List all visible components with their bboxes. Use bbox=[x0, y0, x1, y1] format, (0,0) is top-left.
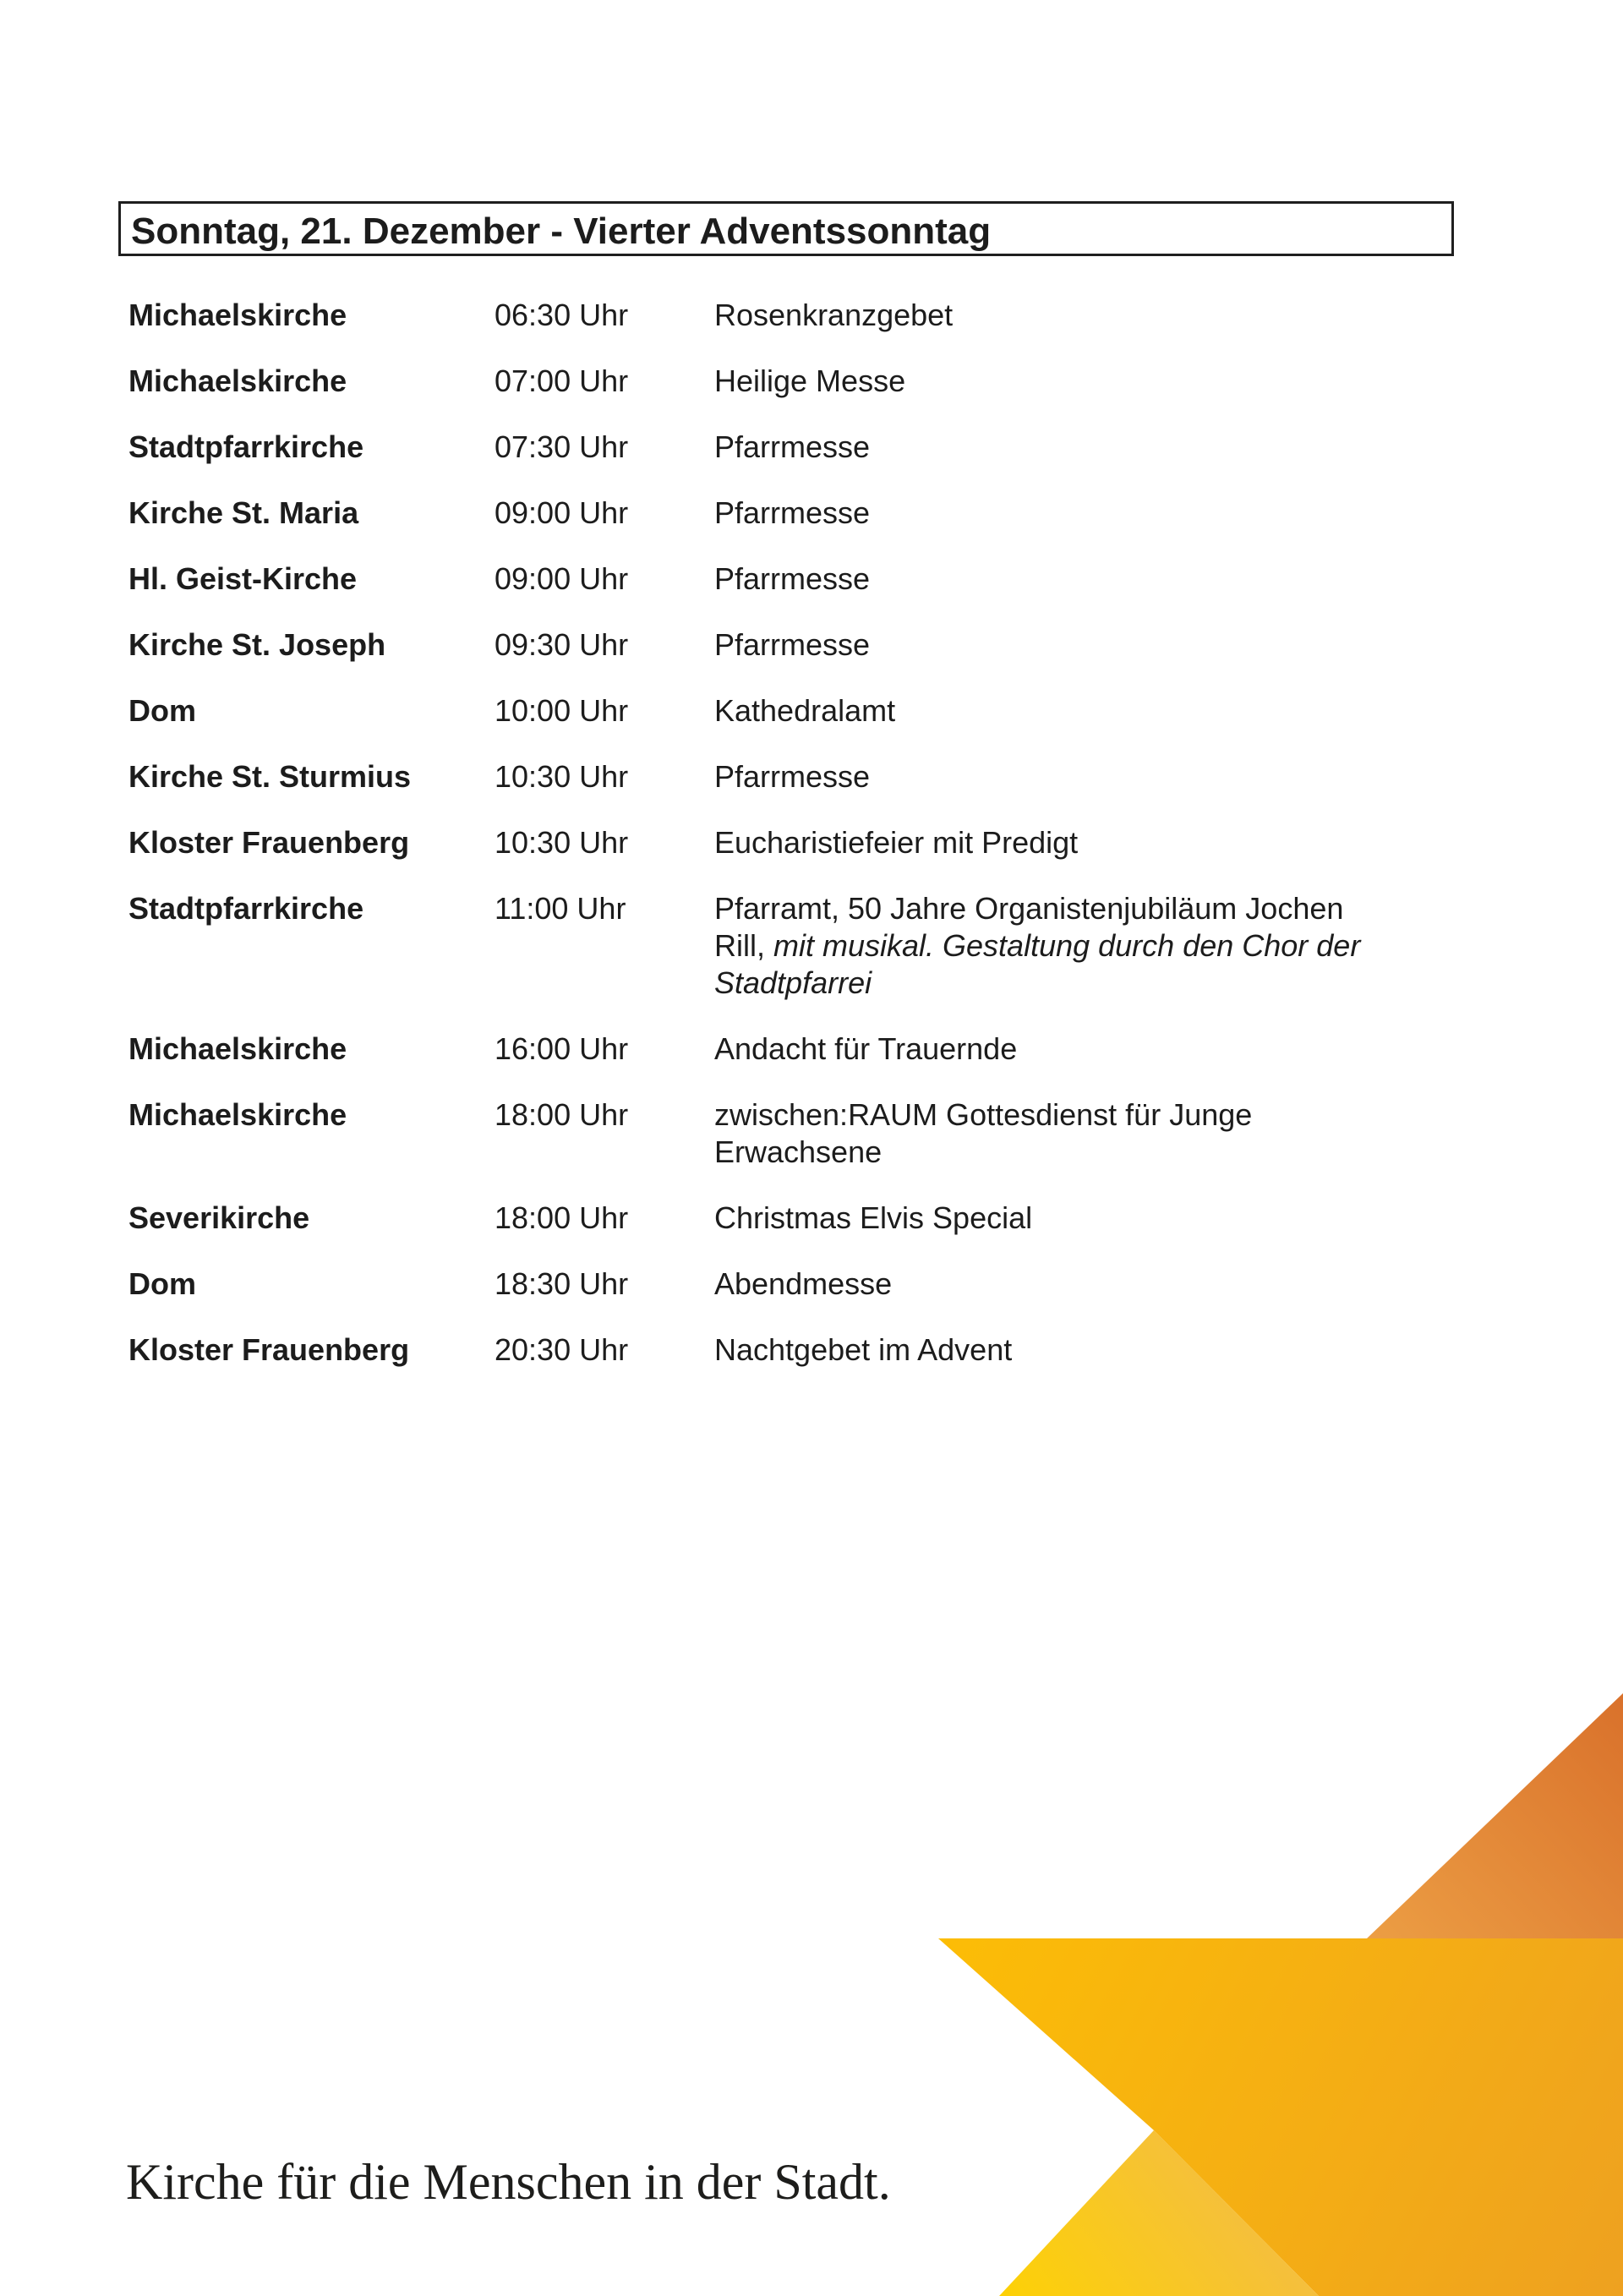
description-segment: Rosenkranzgebet bbox=[714, 298, 954, 332]
schedule-row-time: 10:30 Uhr bbox=[495, 759, 629, 794]
schedule-row-location: Kirche St. Sturmius bbox=[128, 759, 412, 794]
day-header-box bbox=[118, 201, 1454, 256]
schedule-row-time: 07:30 Uhr bbox=[495, 429, 629, 464]
description-italic-segment: mit musikal. Gestaltung durch den Chor der bbox=[773, 928, 1361, 963]
schedule-row-description bbox=[714, 297, 1399, 334]
schedule-row-location: Michaelskirche bbox=[128, 1031, 347, 1066]
star-logo-decoration bbox=[930, 1686, 1623, 2296]
description-segment: Andacht für Trauernde bbox=[714, 1031, 1018, 1066]
description-segment: Pfarrmesse bbox=[714, 627, 871, 662]
star-body-left-arm bbox=[938, 1938, 1623, 2296]
description-segment: Pfarrmesse bbox=[714, 759, 871, 794]
description-segment: Nachtgebet im Advent bbox=[714, 1332, 1013, 1367]
schedule-table bbox=[128, 297, 1396, 1397]
schedule-row bbox=[128, 1096, 1396, 1171]
schedule-row bbox=[128, 626, 1396, 664]
schedule-row-description bbox=[714, 429, 1399, 466]
description-segment: Heilige Messe bbox=[714, 364, 906, 398]
schedule-row-description bbox=[714, 824, 1399, 861]
schedule-row-description bbox=[714, 363, 1399, 400]
description-segment: Christmas Elvis Special bbox=[714, 1200, 1033, 1235]
schedule-row-location: Michaelskirche bbox=[128, 298, 347, 332]
schedule-row bbox=[128, 890, 1396, 1002]
schedule-row bbox=[128, 1200, 1396, 1237]
schedule-row bbox=[128, 297, 1396, 334]
schedule-row-location: Stadtpfarrkirche bbox=[128, 891, 364, 926]
schedule-row-location: Hl. Geist-Kirche bbox=[128, 561, 358, 596]
description-segment: Pfarrmesse bbox=[714, 561, 871, 596]
description-segment: Kathedralamt bbox=[714, 693, 896, 728]
schedule-row-time: 18:00 Uhr bbox=[495, 1200, 629, 1235]
schedule-row-description bbox=[714, 1200, 1399, 1237]
schedule-row bbox=[128, 495, 1396, 532]
schedule-row bbox=[128, 758, 1396, 795]
description-segment: Abendmesse bbox=[714, 1266, 893, 1301]
schedule-row-location: Dom bbox=[128, 693, 196, 728]
description-segment: Pfarrmesse bbox=[714, 495, 871, 530]
schedule-row-time: 09:00 Uhr bbox=[495, 495, 629, 530]
schedule-row-time: 10:30 Uhr bbox=[495, 825, 629, 860]
schedule-row-location: Kirche St. Maria bbox=[128, 495, 359, 530]
description-segment: Erwachsene bbox=[714, 1134, 883, 1169]
schedule-row-time: 18:00 Uhr bbox=[495, 1097, 629, 1132]
schedule-row-description bbox=[714, 495, 1399, 532]
schedule-row-description bbox=[714, 560, 1399, 598]
day-header-title: Sonntag, 21. Dezember - Vierter Adventssonntag bbox=[131, 210, 992, 252]
description-segment: Pfarramt, 50 Jahre Organistenjubiläum Jochen bbox=[714, 891, 1344, 926]
description-segment: zwischen:RAUM Gottesdienst für Junge bbox=[714, 1097, 1253, 1132]
schedule-row-location: Michaelskirche bbox=[128, 1097, 347, 1132]
footer-slogan: Kirche für die Menschen in der Stadt. bbox=[126, 2154, 891, 2210]
schedule-row-time: 09:00 Uhr bbox=[495, 561, 629, 596]
schedule-row bbox=[128, 1266, 1396, 1303]
schedule-row-location: Kloster Frauenberg bbox=[128, 1332, 410, 1367]
schedule-row-time: 18:30 Uhr bbox=[495, 1266, 629, 1301]
schedule-row-location: Michaelskirche bbox=[128, 364, 347, 398]
schedule-row-description bbox=[714, 758, 1399, 795]
schedule-row-time: 16:00 Uhr bbox=[495, 1031, 629, 1066]
schedule-row-time: 20:30 Uhr bbox=[495, 1332, 629, 1367]
star-top-arm bbox=[1367, 1693, 1623, 1938]
schedule-row bbox=[128, 363, 1396, 400]
schedule-row-time: 06:30 Uhr bbox=[495, 298, 629, 332]
schedule-row-time: 11:00 Uhr bbox=[495, 891, 626, 926]
description-segment: Rill, bbox=[714, 928, 773, 963]
schedule-row-description bbox=[714, 1331, 1399, 1369]
schedule-row bbox=[128, 560, 1396, 598]
schedule-row-location: Kirche St. Joseph bbox=[128, 627, 386, 662]
schedule-row bbox=[128, 1331, 1396, 1369]
schedule-row bbox=[128, 692, 1396, 730]
schedule-row-description bbox=[714, 1030, 1399, 1068]
schedule-row-description bbox=[714, 626, 1399, 664]
schedule-row-location: Kloster Frauenberg bbox=[128, 825, 410, 860]
schedule-row-location: Stadtpfarrkirche bbox=[128, 429, 364, 464]
description-segment: Eucharistiefeier mit Predigt bbox=[714, 825, 1079, 860]
schedule-row-time: 07:00 Uhr bbox=[495, 364, 629, 398]
schedule-row bbox=[128, 429, 1396, 466]
description-italic-segment: Stadtpfarrei bbox=[714, 965, 872, 1000]
description-segment: Pfarrmesse bbox=[714, 429, 871, 464]
schedule-row-time: 09:30 Uhr bbox=[495, 627, 629, 662]
schedule-row bbox=[128, 824, 1396, 861]
schedule-row-description bbox=[714, 692, 1399, 730]
schedule-row-time: 10:00 Uhr bbox=[495, 693, 629, 728]
schedule-row-description bbox=[714, 1096, 1399, 1171]
schedule-row-description bbox=[714, 1266, 1399, 1303]
schedule-row-description bbox=[714, 890, 1399, 1002]
schedule-row bbox=[128, 1030, 1396, 1068]
schedule-row-location: Dom bbox=[128, 1266, 196, 1301]
schedule-row-location: Severikirche bbox=[128, 1200, 310, 1235]
